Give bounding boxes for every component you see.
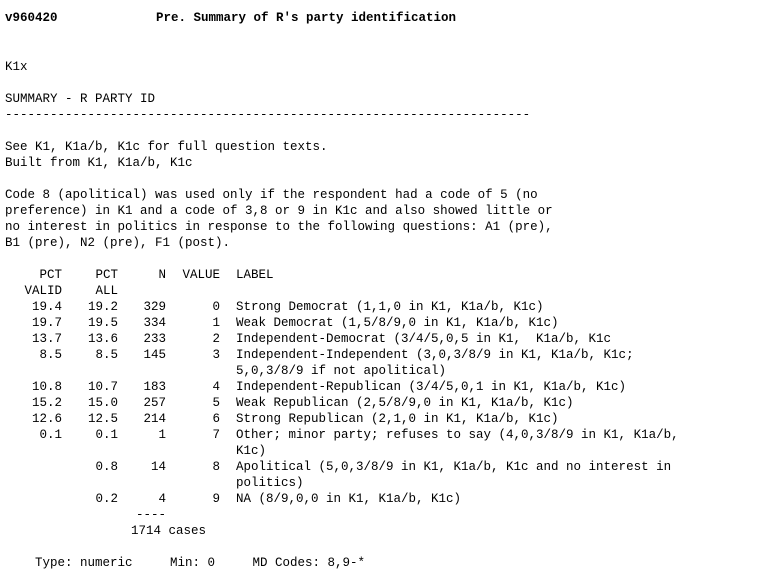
cell-value: 3 (212, 348, 220, 362)
header-pct-all: PCT (95, 268, 118, 282)
variable-id: v960420 (5, 11, 58, 25)
cell-pct-valid: 19.7 (31, 316, 62, 330)
description-line: no interest in politics in response to the following questions: A1 (pre), (5, 220, 553, 234)
summary-label: SUMMARY - R PARTY ID (5, 92, 156, 106)
cell-n: 257 (143, 396, 166, 410)
cell-value: 7 (212, 428, 220, 442)
header-label: LABEL (236, 268, 274, 282)
header-pct-all-sub: ALL (95, 284, 118, 298)
cell-value: 1 (212, 316, 220, 330)
cell-label: Strong Democrat (1,1,0 in K1, K1a/b, K1c) (236, 300, 544, 314)
cell-pct-valid: 8.5 (39, 348, 62, 362)
cell-value: 9 (212, 492, 220, 506)
cell-pct-all: 10.7 (87, 380, 118, 394)
cell-pct-valid: 19.4 (31, 300, 62, 314)
note-line: See K1, K1a/b, K1c for full question texts. (5, 140, 328, 154)
cell-pct-all: 19.5 (87, 316, 118, 330)
question-id: K1x (5, 60, 28, 74)
cell-pct-all: 0.1 (95, 428, 118, 442)
cell-n: 233 (143, 332, 166, 346)
cell-pct-all: 12.5 (87, 412, 118, 426)
cell-label: Apolitical (5,0,3/8/9 in K1, K1a/b, K1c and no interest in (236, 460, 672, 474)
divider-rule: ---------------------------------------------------------------------- (5, 108, 531, 122)
cell-pct-valid: 0.1 (39, 428, 62, 442)
cell-label: Independent-Republican (3/4/5,0,1 in K1, K1a/b, K1c) (236, 380, 627, 394)
cell-label: K1c) (236, 444, 267, 458)
cell-label: Strong Republican (2,1,0 in K1, K1a/b, K1c) (236, 412, 559, 426)
cell-n: 183 (143, 380, 166, 394)
header-pct-valid-sub: VALID (24, 284, 62, 298)
cell-value: 5 (212, 396, 220, 410)
cell-pct-valid: 13.7 (31, 332, 62, 346)
page-title: Pre. Summary of R's party identification (156, 11, 457, 25)
header-value: VALUE (182, 268, 220, 282)
cell-value: 4 (212, 380, 220, 394)
cell-n: 145 (143, 348, 166, 362)
cell-n: 14 (150, 460, 166, 474)
description-line: Code 8 (apolitical) was used only if the respondent had a code of 5 (no (5, 188, 538, 202)
cell-pct-all: 8.5 (95, 348, 118, 362)
cell-label: Other; minor party; refuses to say (4,0,3/8/9 in K1, K1a/b, (236, 428, 679, 442)
cell-label: 5,0,3/8/9 if not apolitical) (236, 364, 447, 378)
cell-value: 8 (212, 460, 220, 474)
cell-pct-all: 0.2 (95, 492, 118, 506)
cell-value: 6 (212, 412, 220, 426)
cell-label: Weak Democrat (1,5/8/9,0 in K1, K1a/b, K1c) (236, 316, 559, 330)
cell-n: 334 (143, 316, 166, 330)
cell-pct-all: 19.2 (87, 300, 118, 314)
cell-n: 329 (143, 300, 166, 314)
cell-label: Independent-Democrat (3/4/5,0,5 in K1, K1a/b, K1c (236, 332, 612, 346)
cell-value: 2 (212, 332, 220, 346)
footer-meta: Type: numeric Min: 0 MD Codes: 8,9-* (5, 556, 366, 570)
cell-label: Weak Republican (2,5/8/9,0 in K1, K1a/b, K1c) (236, 396, 574, 410)
cell-label: Independent-Independent (3,0,3/8/9 in K1, K1a/b, K1c; (236, 348, 634, 362)
cell-n: 1 (158, 428, 166, 442)
cell-n: 214 (143, 412, 166, 426)
cell-pct-all: 13.6 (87, 332, 118, 346)
cell-label: politics) (236, 476, 304, 490)
total-rule: ---- (135, 508, 166, 522)
note-line: Built from K1, K1a/b, K1c (5, 156, 193, 170)
total-cases: 1714 cases (131, 524, 207, 538)
cell-pct-all: 15.0 (87, 396, 118, 410)
cell-label: NA (8/9,0,0 in K1, K1a/b, K1c) (236, 492, 462, 506)
header-n: N (158, 268, 166, 282)
cell-n: 4 (158, 492, 166, 506)
header-pct-valid: PCT (39, 268, 62, 282)
cell-value: 0 (212, 300, 220, 314)
description-line: preference) in K1 and a code of 3,8 or 9 in K1c and also showed little or (5, 204, 553, 218)
cell-pct-valid: 15.2 (31, 396, 62, 410)
description-line: B1 (pre), N2 (pre), F1 (post). (5, 236, 231, 250)
cell-pct-valid: 10.8 (31, 380, 62, 394)
cell-pct-all: 0.8 (95, 460, 118, 474)
cell-pct-valid: 12.6 (31, 412, 62, 426)
